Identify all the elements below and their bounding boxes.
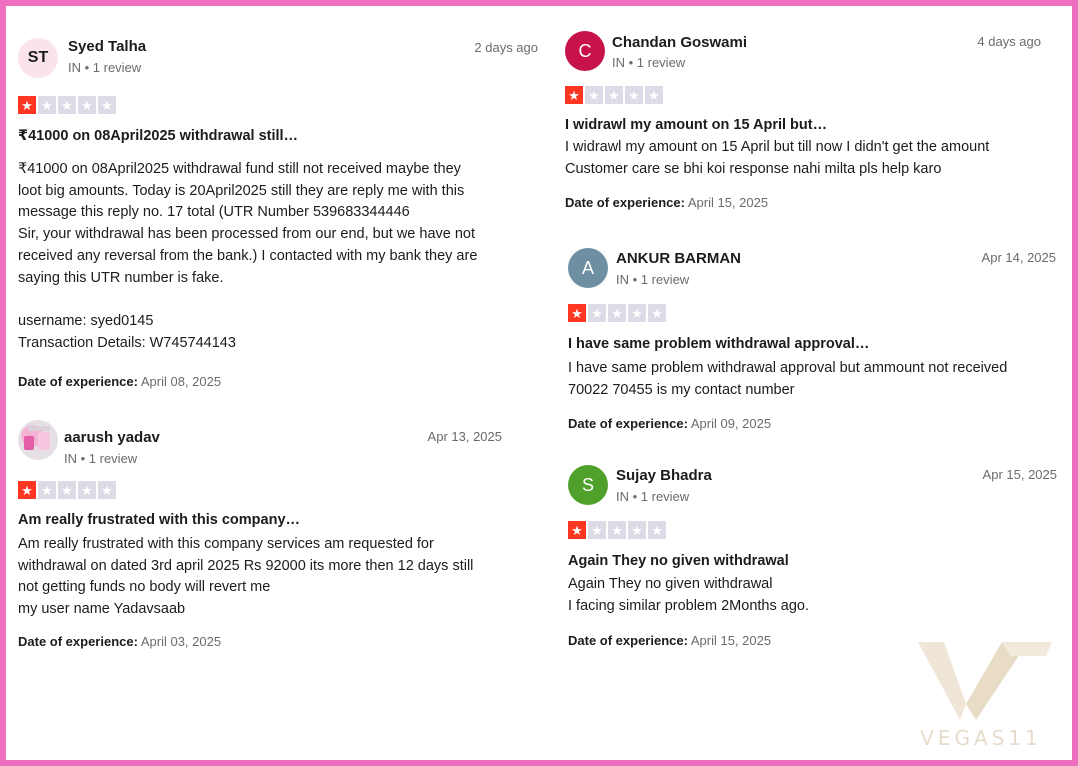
star-icon: ★ [585,86,603,104]
review-text-line: received any reversal from the bank.) I contacted with my bank they are [18,247,478,264]
review-title[interactable]: Am really frustrated with this company… [18,512,301,528]
reviewer-name[interactable]: Chandan Goswami [612,34,748,51]
review-card [18,38,538,393]
review-date: 4 days ago [977,34,1041,49]
date-of-experience [18,374,221,389]
review-body [568,358,1007,401]
review-title[interactable]: I widrawl my amount on 15 April but… [565,117,828,133]
vegas11-logo-icon [906,634,1056,724]
star-icon: ★ [18,481,36,499]
review-text-line: not getting funds no body will revert me [18,579,271,596]
reviewer-name[interactable]: Sujay Bhadra [616,467,712,484]
star-icon: ★ [605,86,623,104]
star-icon: ★ [38,96,56,114]
watermark-logo [906,634,1056,750]
exp-label: Date of experience: [18,634,138,649]
review-text-line: I widrawl my amount on 15 April but till now I didn't get the amount [565,139,990,155]
reviewer-meta: IN • 1 review [616,272,690,287]
reviewer-name[interactable]: Syed Talha [68,38,147,55]
star-rating [568,304,666,322]
exp-date: April 08, 2025 [140,374,222,389]
star-icon: ★ [565,86,583,104]
star-icon: ★ [648,304,666,322]
avatar[interactable]: S [568,465,608,505]
exp-date: April 03, 2025 [140,634,222,649]
review-body [565,137,989,180]
review-body [568,574,809,617]
review-text-line: 70022 70455 is my contact number [568,381,795,398]
star-icon: ★ [58,96,76,114]
exp-date: April 09, 2025 [690,416,772,431]
avatar[interactable]: C [565,31,605,71]
review-title[interactable]: I have same problem withdrawal approval… [568,336,870,352]
date-of-experience [565,195,768,210]
exp-label: Date of experience: [568,633,688,648]
star-icon: ★ [98,481,116,499]
review-title[interactable]: Again They no given withdrawal [568,553,789,569]
review-text-line: ₹41000 on 08April2025 withdrawal fund still not received maybe they [18,161,461,177]
star-icon: ★ [568,304,586,322]
avatar[interactable]: ST [18,38,58,78]
date-of-experience [568,416,771,431]
review-text-line: my user name Yadavsaab [18,601,186,618]
review-title[interactable]: ₹41000 on 08April2025 withdrawal still… [18,128,299,144]
review-text-line: I have same problem withdrawal approval but ammount not received [568,360,1008,376]
date-of-experience [568,633,771,648]
star-icon: ★ [588,304,606,322]
avatar[interactable]: A [568,248,608,288]
review-text-line: Transaction Details: W745744143 [18,334,236,351]
review-text-line: withdrawal on dated 3rd april 2025 Rs 92000 its more then 12 days still [18,557,474,574]
star-icon: ★ [625,86,643,104]
avatar-photo-part [38,432,50,450]
reviewer-meta: IN • 1 review [612,55,686,70]
review-text-line: Customer care se bhi koi response nahi milta pls help karo [565,160,942,177]
star-icon: ★ [608,521,626,539]
star-rating [568,521,666,539]
star-icon: ★ [98,96,116,114]
paragraph-gap [18,289,477,311]
review-date: Apr 14, 2025 [981,250,1056,265]
exp-label: Date of experience: [565,195,685,210]
star-icon: ★ [18,96,36,114]
review-card [568,465,1057,655]
review-body [18,534,473,621]
date-of-experience [18,634,221,649]
review-text-line: Again They no given withdrawal [568,576,773,592]
review-text-line: Am really frustrated with this company services am requested for [18,536,434,552]
reviews-page [6,6,1072,760]
review-text-line: loot big amounts. Today is 20April2025 still they are reply me with this [18,182,465,199]
review-date: Apr 15, 2025 [982,467,1057,482]
review-text-line: I facing similar problem 2Months ago. [568,597,809,614]
star-icon: ★ [78,96,96,114]
review-text-line: username: syed0145 [18,312,154,329]
review-text-line: message this reply no. 17 total (UTR Number 539683344446 [18,204,410,221]
exp-date: April 15, 2025 [690,633,772,648]
review-card [568,248,1056,438]
star-rating [565,86,663,104]
reviewer-meta: IN • 1 review [64,451,138,466]
star-rating [18,96,116,114]
exp-label: Date of experience: [568,416,688,431]
exp-date: April 15, 2025 [687,195,769,210]
star-icon: ★ [628,304,646,322]
star-icon: ★ [568,521,586,539]
reviewer-name[interactable]: aarush yadav [64,429,160,446]
avatar-photo-part [28,426,50,431]
star-icon: ★ [58,481,76,499]
avatar-photo-part [24,436,34,450]
review-date: 2 days ago [474,40,538,55]
review-text-line: Sir, your withdrawal has been processed from our end, but we have not [18,226,476,243]
reviewer-meta: IN • 1 review [68,60,142,75]
exp-label: Date of experience: [18,374,138,389]
star-icon: ★ [38,481,56,499]
reviewer-meta: IN • 1 review [616,489,690,504]
review-card [18,420,502,650]
star-icon: ★ [78,481,96,499]
star-icon: ★ [588,521,606,539]
star-icon: ★ [645,86,663,104]
review-card [565,31,1041,221]
star-rating [18,481,116,499]
avatar[interactable] [18,420,58,460]
star-icon: ★ [628,521,646,539]
watermark-text: VEGAS11 [920,726,1042,750]
star-icon: ★ [648,521,666,539]
reviewer-name[interactable]: ANKUR BARMAN [616,250,741,267]
star-icon: ★ [608,304,626,322]
review-date: Apr 13, 2025 [427,429,502,444]
review-body [18,159,477,354]
review-text-line: saying this UTR number is fake. [18,269,224,286]
